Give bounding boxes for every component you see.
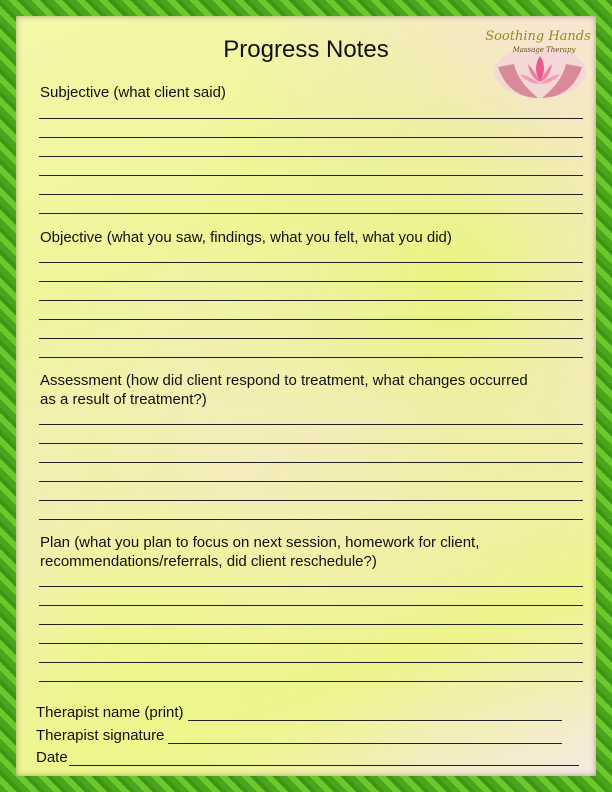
lotus-in-hands-icon (478, 22, 598, 102)
assessment-line[interactable] (39, 481, 583, 482)
subjective-line[interactable] (39, 175, 583, 176)
assessment-label: Assessment (how did client respond to treatment, what changes occurred (40, 372, 528, 389)
therapist-name-row (36, 704, 562, 721)
logo-subtext: Massage Therapy (512, 46, 576, 54)
date-label: Date (36, 749, 68, 766)
therapist-signature-field[interactable] (168, 729, 562, 744)
plan-label-cont: recommendations/referrals, did client reschedule?) (40, 553, 377, 570)
objective-line[interactable] (39, 300, 583, 301)
page-title: Progress Notes (223, 36, 389, 63)
form-sheet (16, 16, 596, 776)
objective-label: Objective (what you saw, findings, what you felt, what you did) (40, 229, 452, 246)
plan-line[interactable] (39, 624, 583, 625)
subjective-line[interactable] (39, 118, 583, 119)
therapist-signature-label: Therapist signature (36, 727, 165, 744)
objective-line[interactable] (39, 319, 583, 320)
logo-text: Soothing Hands (485, 29, 591, 44)
subjective-line[interactable] (39, 156, 583, 157)
assessment-line[interactable] (39, 443, 583, 444)
objective-line[interactable] (39, 281, 583, 282)
plan-line[interactable] (39, 586, 583, 587)
therapist-name-label: Therapist name (print) (36, 704, 184, 721)
assessment-label-cont: as a result of treatment?) (40, 391, 207, 408)
objective-line[interactable] (39, 262, 583, 263)
plan-line[interactable] (39, 662, 583, 663)
logo (478, 22, 598, 102)
objective-line[interactable] (39, 338, 583, 339)
therapist-signature-row (36, 727, 562, 744)
date-row (36, 749, 579, 766)
assessment-line[interactable] (39, 519, 583, 520)
subjective-label: Subjective (what client said) (40, 84, 226, 101)
plan-line[interactable] (39, 605, 583, 606)
plan-label: Plan (what you plan to focus on next session, homework for client, (40, 534, 480, 551)
subjective-line[interactable] (39, 137, 583, 138)
therapist-name-field[interactable] (188, 706, 562, 721)
plan-line[interactable] (39, 681, 583, 682)
date-field[interactable] (69, 751, 579, 766)
subjective-line[interactable] (39, 213, 583, 214)
objective-line[interactable] (39, 357, 583, 358)
plan-line[interactable] (39, 643, 583, 644)
assessment-line[interactable] (39, 462, 583, 463)
subjective-line[interactable] (39, 194, 583, 195)
assessment-line[interactable] (39, 500, 583, 501)
assessment-line[interactable] (39, 424, 583, 425)
